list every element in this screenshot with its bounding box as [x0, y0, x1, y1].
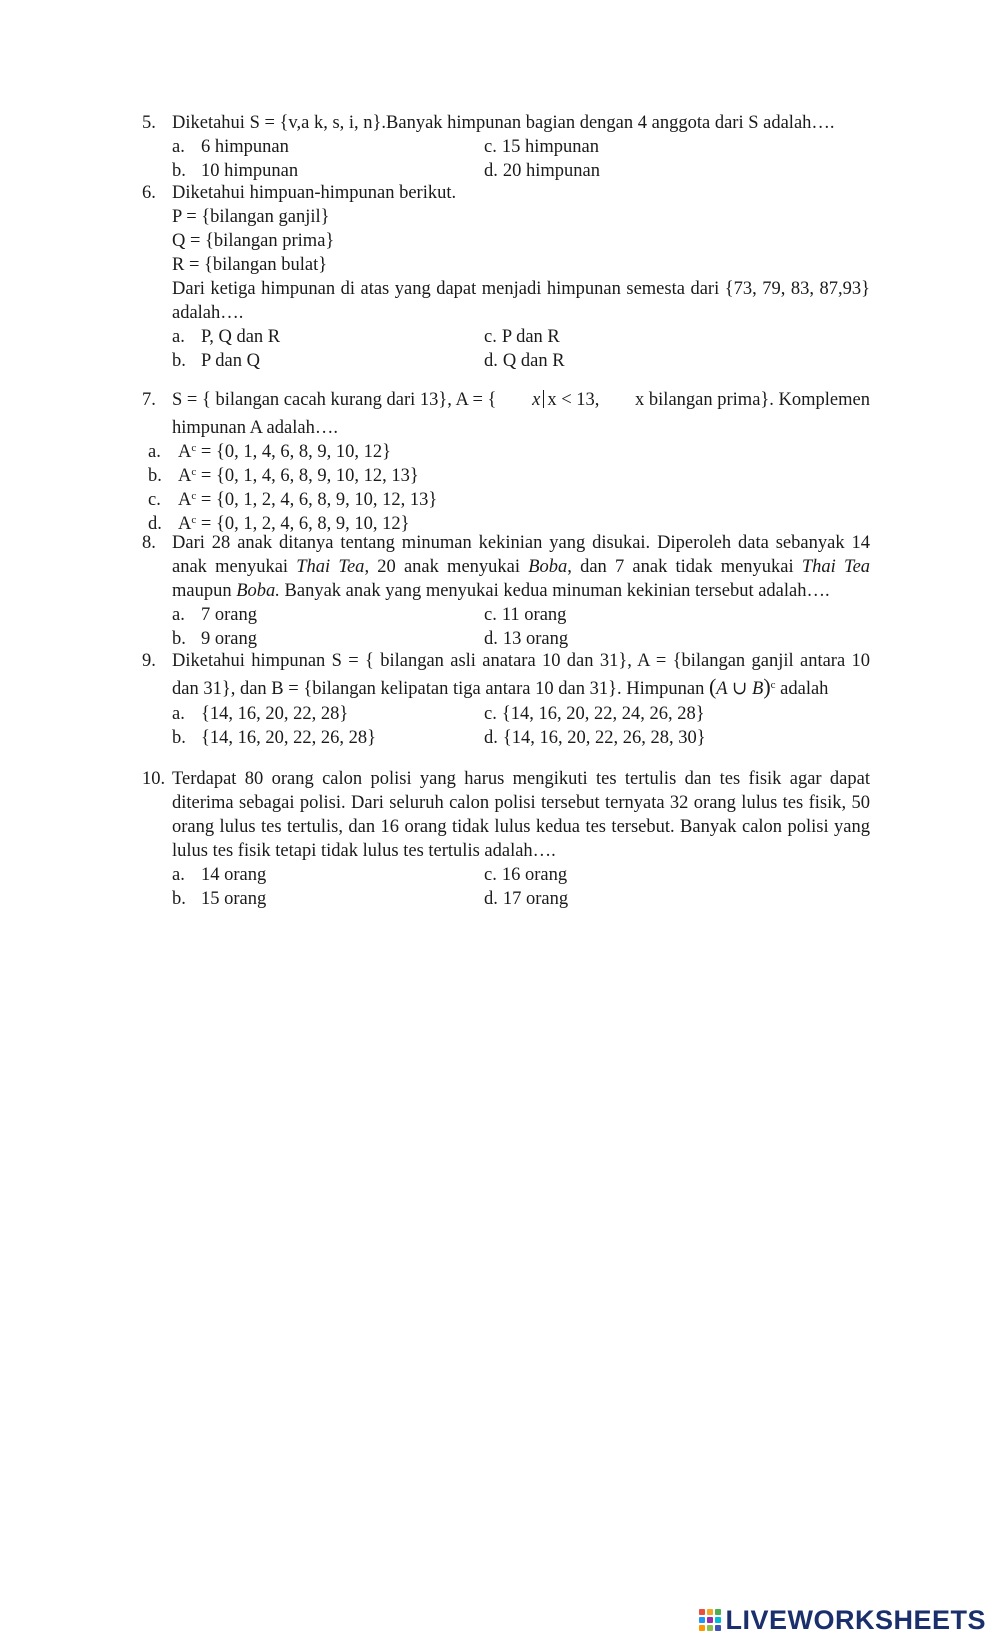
logo-square	[715, 1625, 721, 1631]
option-a[interactable]: a. $A^c = \{0$, 1, 4, 6, 8, 9, 10, 12}	[148, 442, 391, 462]
question-stem: Diketahui himpunan S = { bilangan asli anatara 10 dan 31}, A = {bilangan ganjil antara 10 dan 31}, dan B = {bilangan kelipatan tiga antara 10 dan 31}. Himpunan (A ∪ B)$^c$ adalah	[172, 651, 870, 699]
option-c[interactable]: c. 15 himpunan	[484, 137, 599, 157]
liveworksheets-logo[interactable]	[699, 1605, 986, 1635]
option-a[interactable]: a. 6 himpunan	[172, 137, 289, 157]
option-b[interactable]: b. 10 himpunan	[172, 161, 299, 181]
logo-square	[699, 1625, 705, 1631]
question-stem: Diketahui S = {v,a k, s, i, n}.Banyak himpunan bagian dengan 4 anggota dari S adalah….	[172, 113, 835, 133]
options-row	[172, 135, 870, 159]
question-stem: Dari 28 anak ditanya tentang minuman kekinian yang disukai. Diperoleh data sebanyak 14 anak menyukai Thai Tea, 20 anak menyukai Boba, dan 7 anak tidak menyukai Thai Tea maupun Boba. Banyak anak yang menyukai kedua minuman kekinian tersebut adalah….	[172, 533, 871, 601]
option-c[interactable]: c. 11 orang	[484, 605, 567, 625]
logo-grid-icon	[699, 1609, 721, 1631]
question-8	[142, 531, 870, 651]
option-d[interactable]: d. $A^c = \{0$, 1, 2, 4, 6, 8, 9, 10, 12}	[148, 514, 410, 534]
logo-square	[699, 1609, 705, 1615]
set-expression: A ∪ B	[716, 679, 764, 699]
options-row	[172, 159, 870, 183]
option-a[interactable]: a. 14 orang	[172, 865, 267, 885]
logo-square	[707, 1609, 713, 1615]
question-number: 8.	[142, 533, 156, 553]
option-b[interactable]: b. {14, 16, 20, 22, 26, 28}	[172, 728, 377, 748]
question-number: 10.	[142, 769, 166, 789]
option-c[interactable]: c. {14, 16, 20, 22, 24, 26, 28}	[484, 704, 705, 724]
option-a[interactable]: a. {14, 16, 20, 22, 28}	[172, 704, 349, 724]
question-stem: Diketahui himpuan-himpunan berikut.	[172, 183, 457, 203]
option-b[interactable]: b. $A^c = \{0$, 1, 4, 6, 8, 9, 10, 12, 13}	[148, 466, 419, 486]
set-r: R = {bilangan bulat}	[172, 255, 328, 275]
logo-square	[707, 1617, 713, 1623]
question-6	[142, 181, 870, 373]
option-c[interactable]: c. $A^c = \{0$, 1, 2, 4, 6, 8, 9, 10, 12, 13}	[148, 490, 438, 510]
set-q: Q = {bilangan prima}	[172, 231, 335, 251]
question-stem: S = { bilangan cacah kurang dari 13}, A = { x x < 13, x bilangan prima}. Komplemen	[172, 390, 870, 410]
question-9	[142, 649, 870, 750]
question-number: 6.	[142, 183, 156, 203]
question-text: Dari ketiga himpunan di atas yang dapat menjadi himpunan semesta dari {73, 79, 83, 87,93} adalah….	[172, 279, 870, 323]
question-5	[142, 111, 870, 183]
question-stem-line2: himpunan A adalah….	[172, 418, 338, 438]
options-row	[172, 627, 870, 651]
option-c[interactable]: c. P dan R	[484, 327, 560, 347]
logo-square	[699, 1617, 705, 1623]
options-list	[142, 440, 870, 536]
logo-square	[715, 1609, 721, 1615]
options-row	[172, 325, 870, 349]
options-row	[172, 726, 870, 750]
option-d[interactable]: d. 13 orang	[484, 629, 569, 649]
logo-square	[715, 1617, 721, 1623]
question-number: 5.	[142, 113, 156, 133]
question-number: 7.	[142, 390, 156, 410]
brand-name: LIVEWORKSHEETS	[725, 1604, 986, 1635]
option-d[interactable]: d. 17 orang	[484, 889, 569, 909]
option-b[interactable]: b. 15 orang	[172, 889, 267, 909]
set-p: P = {bilangan ganjil}	[172, 207, 330, 227]
options-row	[172, 702, 870, 726]
option-b[interactable]: b. 9 orang	[172, 629, 257, 649]
options-row	[172, 349, 870, 373]
option-c[interactable]: c. 16 orang	[484, 865, 568, 885]
options-row	[172, 863, 870, 887]
option-d[interactable]: d. 20 himpunan	[484, 161, 600, 181]
question-7	[142, 388, 870, 536]
option-a[interactable]: a. 7 orang	[172, 605, 257, 625]
options-row	[172, 603, 870, 627]
question-10	[142, 767, 870, 911]
option-a[interactable]: a. P, Q dan R	[172, 327, 281, 347]
option-d[interactable]: d. Q dan R	[484, 351, 565, 371]
question-number: 9.	[142, 651, 156, 671]
option-b[interactable]: b. P dan Q	[172, 351, 260, 371]
logo-square	[707, 1625, 713, 1631]
option-d[interactable]: d. {14, 16, 20, 22, 26, 28, 30}	[484, 728, 706, 748]
question-stem: Terdapat 80 orang calon polisi yang harus mengikuti tes tertulis dan tes fisik agar dapat diterima sebagai polisi. Dari seluruh calon polisi tersebut ternyata 32 orang lulus tes fisik, 50 orang lulus tes tertulis, dan 16 orang tidak lulus kedua tes tersebut. Banyak calon polisi yang lulus tes fisik tetapi tidak lulus tes tertulis adalah….	[172, 769, 870, 861]
options-row	[172, 887, 870, 911]
